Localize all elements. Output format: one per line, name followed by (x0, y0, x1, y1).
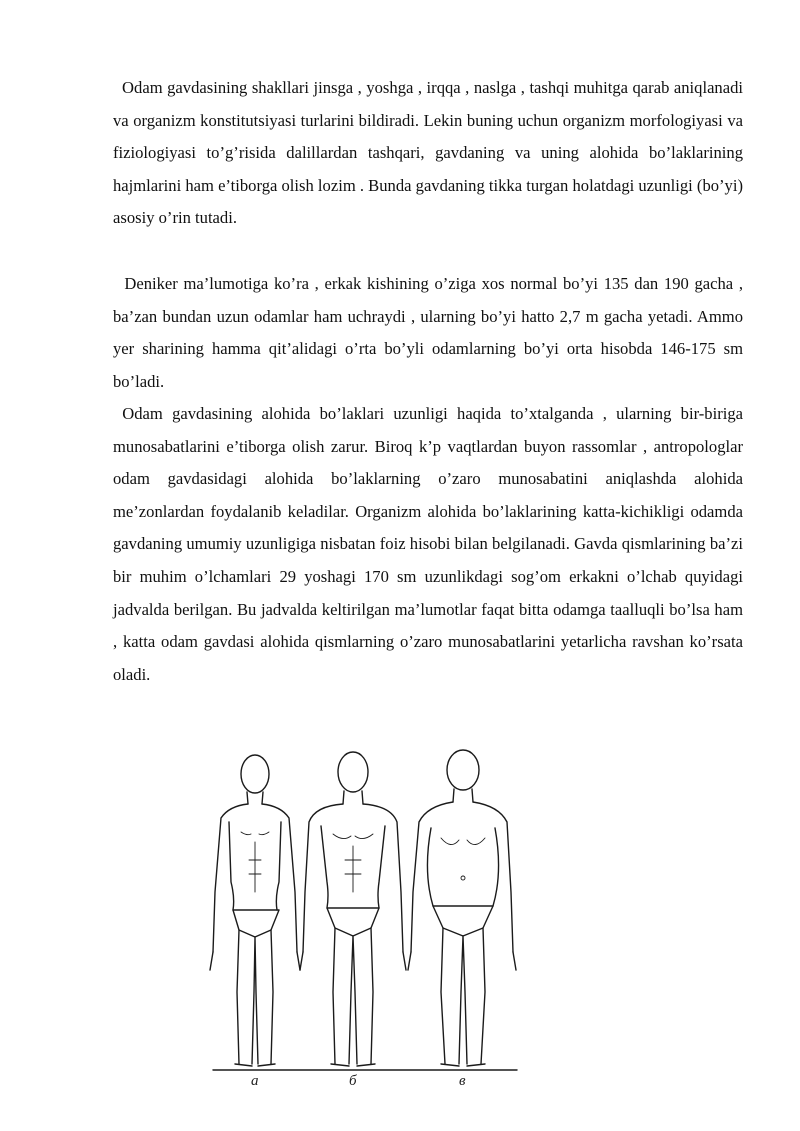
body-types-illustration (205, 742, 525, 1087)
figure-label-c: в (459, 1073, 466, 1087)
figure-label-a: a (251, 1073, 259, 1087)
figure-label-b: б (349, 1073, 357, 1087)
figure-slender (210, 755, 300, 1066)
body-types-figure (205, 742, 525, 1087)
paragraph-3: Odam gavdasining alohida bo’laklari uzunligi haqida to’xtalganda , ularning bir-biriga munosabatlarini e’tiborga olish zarur. Biroq k’p vaqtlardan buyon rassomlar , antropologlar odam gavdasidagi alohida bo’laklarning o’zaro munosabatini aniqlashda alohida me’zonlardan foydalanib keladilar. Organizm alohida bo’laklarining katta-kichikligi odamda gavdaning umumiy uzunligiga nisbatan foiz hisobi bilan belgilanadi. Gavda qismlarining ba’zi bir muhim o’lchamlari 29 yoshagi 170 sm uzunlikdagi sog’om erkakni o’lchab quyidagi jadvalda berilgan. Bu jadvalda keltirilgan ma’lumotlar faqat bitta odamga taalluqli bo’lsa ham , katta odam gavdasi alohida qismlarning o’zaro munosabatlarini yetarlicha ravshan ko’rsata oladi. (113, 404, 743, 684)
paragraph-2: Deniker ma’lumotiga ko’ra , erkak kishining o’ziga xos normal bo’yi 135 dan 190 gacha , ba’zan bundan uzun odamlar ham uchraydi , ularning bo’yi hatto 2,7 m gacha yetadi. Ammo yer sharining hamma qit’alidagi o’rta bo’yli odamlarning bo’yi orta hisobda 146-175 sm bo’ladi. (113, 274, 743, 391)
paragraph-1: Odam gavdasining shakllari jinsga , yoshga , irqqa , naslga , tashqi muhitga qarab aniqlanadi va organizm konstitutsiyasi turlarini bildiradi. Lekin buning uchun organizm morfologiyasi va fiziologiyasi to’g’risida dalillardan tashqari, gavdaning va uning alohida bo’laklarining hajmlarini ham e’tiborga olish lozim . Bunda gavdaning tikka turgan holatdagi uzunligi (bo’yi) asosiy o’rin tutadi. (113, 78, 743, 228)
figure-stout (408, 750, 516, 1066)
figure-athletic (300, 752, 406, 1066)
